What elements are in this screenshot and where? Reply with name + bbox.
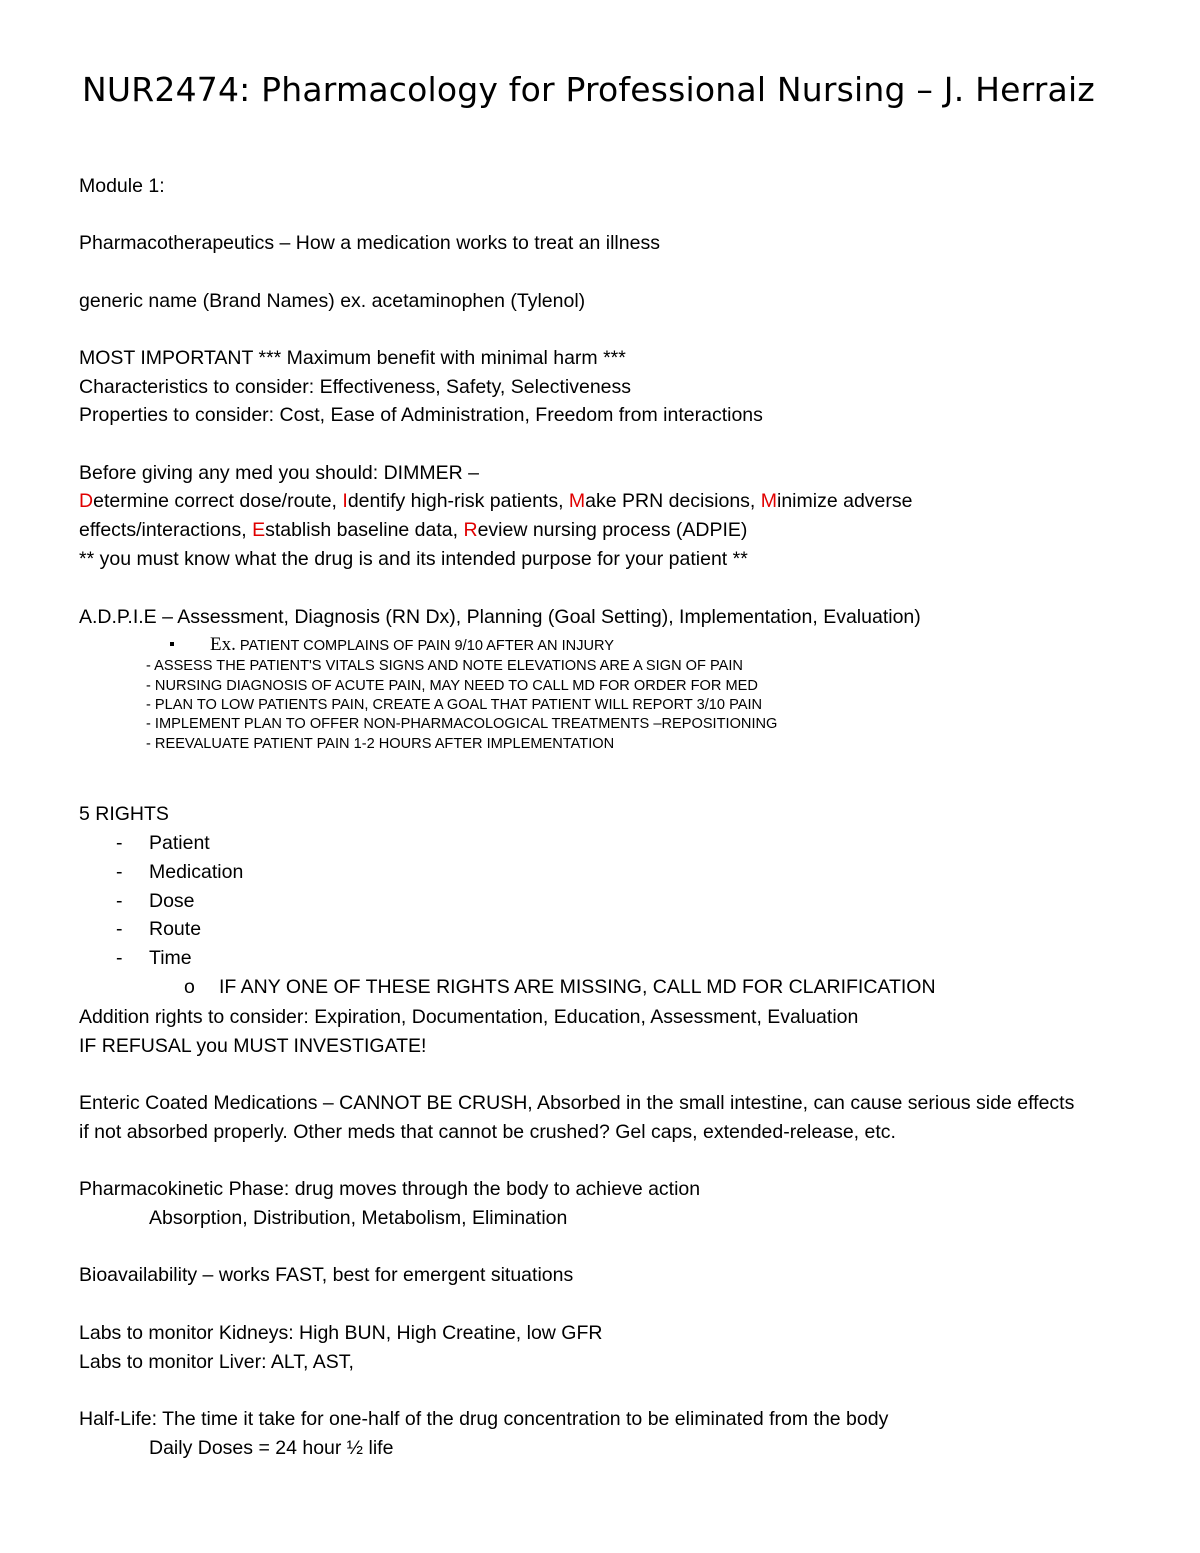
dimmer-text-m1: ake PRN decisions, xyxy=(585,490,761,512)
dimmer-letter-i: I xyxy=(342,490,348,512)
enteric-line-2: if not absorbed properly. Other meds that cannot be crushed? Gel caps, extended-release, etc. xyxy=(79,1121,896,1143)
clarification-line: IF ANY ONE OF THESE RIGHTS ARE MISSING, CALL MD FOR CLARIFICATION xyxy=(219,976,936,998)
refusal-line: IF REFUSAL you MUST INVESTIGATE! xyxy=(79,1035,427,1057)
dimmer-letter-m2: M xyxy=(760,490,777,512)
right-item: Patient xyxy=(149,832,210,854)
enteric-line-1: Enteric Coated Medications – CANNOT BE CRUSH, Absorbed in the small intestine, can cause serious side effects xyxy=(79,1092,1075,1114)
dimmer-line-1 xyxy=(79,489,912,513)
adpie-heading: A.D.P.I.E – Assessment, Diagnosis (RN Dx), Planning (Goal Setting), Implementation, Evaluation) xyxy=(79,606,921,628)
labs-kidneys-line: Labs to monitor Kidneys: High BUN, High Creatine, low GFR xyxy=(79,1322,603,1344)
adpie-step: - IMPLEMENT PLAN TO OFFER NON-PHARMACOLOGICAL TREATMENTS –REPOSITIONING xyxy=(146,716,778,732)
rights-heading: 5 RIGHTS xyxy=(79,803,169,825)
square-bullet-icon xyxy=(170,642,174,646)
dimmer-letter-d: D xyxy=(79,490,94,512)
example-label: Ex. xyxy=(210,634,236,655)
dimmer-text-r: eview nursing process (ADPIE) xyxy=(477,519,748,541)
dimmer-text-e: stablish baseline data, xyxy=(265,519,464,541)
dimmer-letter-e: E xyxy=(252,519,266,541)
example-text: PATIENT COMPLAINS OF PAIN 9/10 AFTER AN INJURY xyxy=(235,638,615,654)
half-life-line: Half-Life: The time it take for one-half of the drug concentration to be eliminated from the body xyxy=(79,1408,889,1430)
labs-liver-line: Labs to monitor Liver: ALT, AST, xyxy=(79,1351,354,1373)
dimmer-letter-r: R xyxy=(463,519,478,541)
module-heading: Module 1: xyxy=(79,175,165,197)
dimmer-line2-start: effects/interactions, xyxy=(79,519,253,541)
properties-line: Properties to consider: Cost, Ease of Administration, Freedom from interactions xyxy=(79,404,763,426)
pharmacokinetic-line: Pharmacokinetic Phase: drug moves through the body to achieve action xyxy=(79,1178,701,1200)
right-item: Dose xyxy=(149,890,195,912)
pharmacotherapeutics-line: Pharmacotherapeutics – How a medication works to treat an illness xyxy=(79,232,660,254)
dimmer-text-m2: inimize adverse xyxy=(777,490,913,512)
dimmer-text-i: dentify high-risk patients, xyxy=(347,490,569,512)
dash-bullet-icon: - xyxy=(116,918,123,940)
dimmer-text-d: etermine correct dose/route, xyxy=(93,490,343,512)
adpie-step: - ASSESS THE PATIENT'S VITALS SIGNS AND NOTE ELEVATIONS ARE A SIGN OF PAIN xyxy=(146,658,743,674)
right-item: Route xyxy=(149,918,202,940)
dash-bullet-icon: - xyxy=(116,832,123,854)
must-know-line: ** you must know what the drug is and its intended purpose for your patient ** xyxy=(79,548,748,570)
bioavailability-line: Bioavailability – works FAST, best for emergent situations xyxy=(79,1264,574,1286)
additional-rights-line: Addition rights to consider: Expiration, Documentation, Education, Assessment, Evaluation xyxy=(79,1006,859,1028)
dash-bullet-icon: - xyxy=(116,890,123,912)
most-important-line: MOST IMPORTANT *** Maximum benefit with minimal harm *** xyxy=(79,347,626,369)
dash-bullet-icon: - xyxy=(116,947,123,969)
characteristics-line: Characteristics to consider: Effectiveness, Safety, Selectiveness xyxy=(79,376,632,398)
pharmacokinetic-steps: Absorption, Distribution, Metabolism, Elimination xyxy=(149,1207,568,1229)
dimmer-line-2 xyxy=(79,518,747,542)
adpie-example xyxy=(170,636,614,655)
adpie-step: - PLAN TO LOW PATIENTS PAIN, CREATE A GOAL THAT PATIENT WILL REPORT 3/10 PAIN xyxy=(146,697,763,713)
dash-bullet-icon: - xyxy=(116,861,123,883)
adpie-step: - REEVALUATE PATIENT PAIN 1-2 HOURS AFTER IMPLEMENTATION xyxy=(146,736,615,752)
dimmer-letter-m1: M xyxy=(568,490,586,512)
right-item: Time xyxy=(149,947,192,969)
page-title: NUR2474: Pharmacology for Professional Nursing – J. Herraiz xyxy=(82,70,1095,109)
dimmer-intro: Before giving any med you should: DIMMER – xyxy=(79,462,479,484)
adpie-step: - NURSING DIAGNOSIS OF ACUTE PAIN, MAY NEED TO CALL MD FOR ORDER FOR MED xyxy=(146,678,758,694)
daily-doses-line: Daily Doses = 24 hour ½ life xyxy=(149,1437,394,1459)
circle-bullet-icon: o xyxy=(184,976,195,998)
right-item: Medication xyxy=(149,861,244,883)
generic-name-line: generic name (Brand Names) ex. acetaminophen (Tylenol) xyxy=(79,290,586,312)
